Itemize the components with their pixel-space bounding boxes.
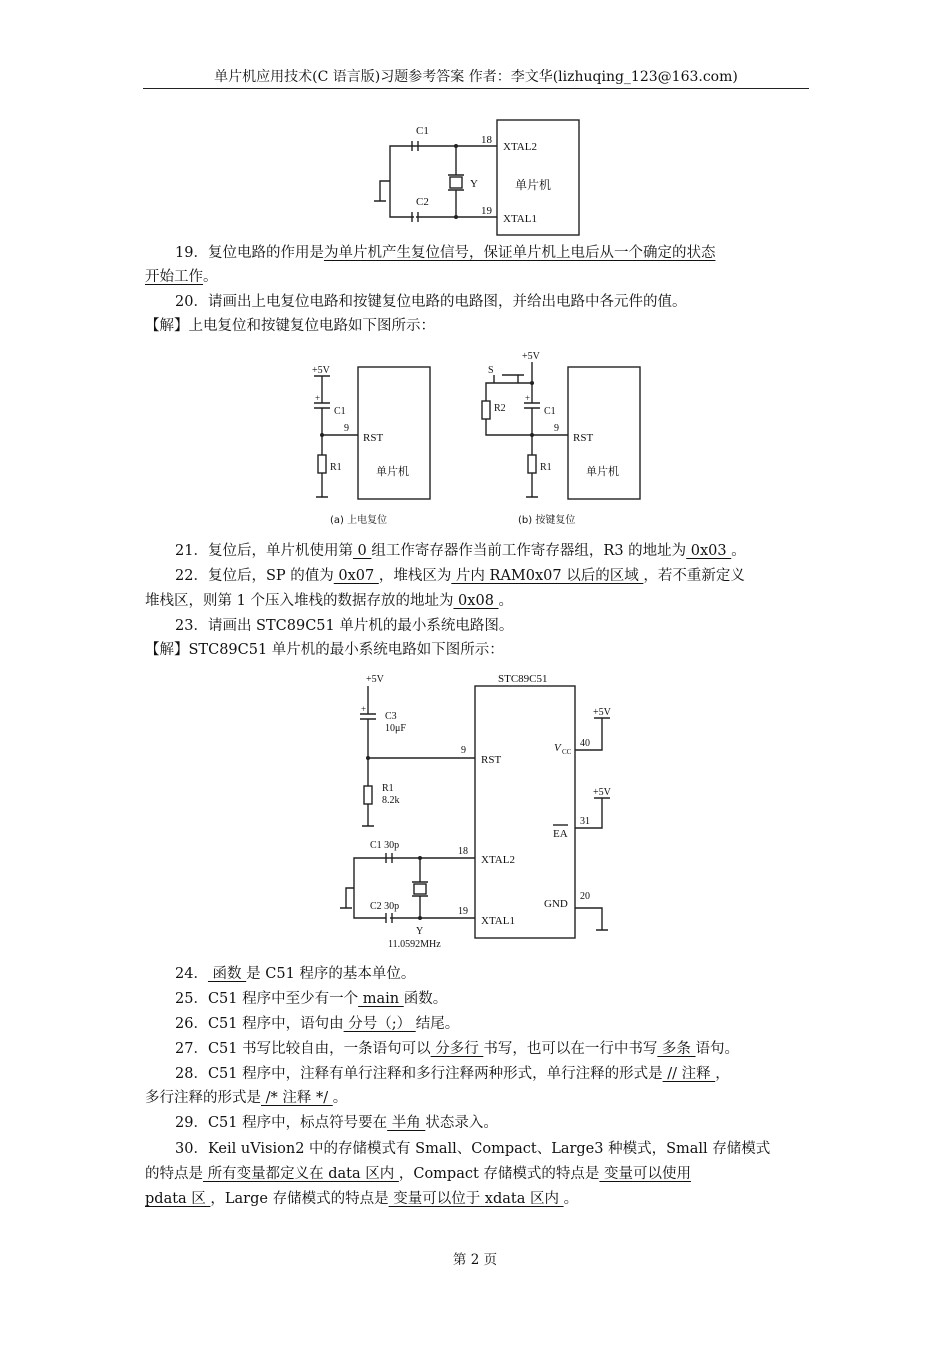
switch-label: S — [488, 365, 494, 376]
answer: /* 注释 */ — [261, 1090, 333, 1106]
answer: 分号（;） — [343, 1016, 416, 1032]
q30-cont2: pdata 区 ，Large 存储模式的特点是 变量可以位于 xdata 区内 。 — [145, 1191, 579, 1207]
r1-label-a: R1 — [330, 462, 342, 473]
caption-b: (b) 按键复位 — [518, 515, 576, 526]
q25: 25．C51 程序中至少有一个 main 函数。 — [175, 991, 448, 1007]
crystal — [450, 177, 462, 188]
q22-cont: 堆栈区，则第 1 个压入堆栈的数据存放的地址为 0x08 。 — [145, 593, 514, 609]
svg-text:+: + — [315, 393, 321, 403]
pin40-label: 40 — [580, 738, 590, 749]
answer: 变量可以使用 — [599, 1166, 692, 1182]
crystal — [414, 884, 426, 894]
c1-label: C1 30p — [370, 840, 400, 851]
ground-icon-left — [340, 888, 354, 908]
pin9-label-a: 9 — [344, 423, 349, 434]
answer: 分多行 — [430, 1041, 484, 1057]
vcc-label-b: +5V — [522, 351, 540, 362]
q20: 20．请画出上电复位电路和按键复位电路的电路图，并给出电路中各元件的值。 — [175, 294, 687, 310]
rst-label: RST — [481, 754, 502, 766]
answer: 半角 — [387, 1115, 426, 1131]
answer: 所有变量都定义在 data 区内 — [203, 1166, 399, 1182]
pin9-label: 9 — [461, 745, 466, 756]
vcc-label-a: +5V — [312, 365, 330, 376]
q26: 26．C51 程序中，语句由 分号（;） 结尾。 — [175, 1016, 460, 1032]
pin9-label-b: 9 — [554, 423, 559, 434]
rst-label-a: RST — [363, 432, 384, 444]
svg-text:+: + — [525, 393, 531, 403]
caption-a: (a) 上电复位 — [330, 515, 388, 526]
r2-b — [482, 401, 490, 419]
crystal-label: Y — [470, 178, 478, 190]
c2-label: C2 — [416, 196, 429, 208]
q22: 22．复位后，SP 的值为 0x07 ，堆栈区为 片内 RAM0x07 以后的区域 ，若不重新定义 — [175, 568, 745, 584]
svg-text:+: + — [361, 704, 367, 714]
xtal1-label: XTAL1 — [503, 213, 537, 225]
ea-label: EA — [553, 828, 568, 840]
answer: main — [358, 991, 404, 1007]
answer: 为单片机产生复位信号，保证单片机上电后从一个确定的状态 — [323, 245, 716, 261]
c1-label-a: C1 — [334, 406, 346, 417]
q24: 24． 函数 是 C51 程序的基本单位。 — [175, 966, 416, 982]
q30-cont: 的特点是 所有变量都定义在 data 区内 ，Compact 存储模式的特点是 变量可以使用 — [145, 1166, 692, 1182]
oscillator-circuit-figure — [360, 115, 590, 240]
answer: 多条 — [657, 1041, 696, 1057]
r1 — [364, 786, 372, 804]
crystal-freq: 11.0592MHz — [388, 939, 441, 950]
answer: 函数 — [207, 966, 247, 982]
xtal2-label: XTAL2 — [481, 854, 515, 866]
xtal1-label: XTAL1 — [481, 915, 515, 927]
c1-label: C1 — [416, 125, 429, 137]
chip-name-label: STC89C51 — [498, 673, 548, 685]
answer: 0 — [352, 543, 372, 559]
q28-cont: 多行注释的形式是 /* 注释 */ 。 — [145, 1090, 348, 1106]
q28: 28．C51 程序中，注释有单行注释和多行注释两种形式，单行注释的形式是 // 注释 ， — [175, 1066, 730, 1082]
q20-solution: 【解】上电复位和按键复位电路如下图所示： — [145, 318, 435, 334]
ground-icon — [374, 181, 390, 201]
q27: 27．C51 书写比较自由，一条语句可以 分多行 书写，也可以在一行中书写 多条 语句。 — [175, 1041, 740, 1057]
c3-value: 10μF — [385, 723, 406, 734]
xtal2-label: XTAL2 — [503, 141, 537, 153]
r1-label: R1 — [382, 783, 394, 794]
answer: 片内 RAM0x07 以后的区域 — [451, 568, 644, 584]
chip-label-b: 单片机 — [586, 465, 619, 478]
gnd-label: GND — [544, 898, 568, 910]
reset-circuits-figure — [300, 345, 645, 535]
q23: 23．请画出 STC89C51 单片机的最小系统电路图。 — [175, 618, 514, 634]
chip-label: 单片机 — [515, 178, 552, 192]
c1-label-b: C1 — [544, 406, 556, 417]
crystal-label: Y — [416, 926, 424, 937]
pin19-label: 19 — [481, 205, 492, 217]
answer: pdata 区 — [145, 1191, 211, 1207]
q19-cont: 开始工作。 — [145, 269, 218, 285]
q29: 29．C51 程序中，标点符号要在 半角 状态录入。 — [175, 1115, 498, 1131]
r1-b — [528, 455, 536, 473]
r1-a — [318, 455, 326, 473]
vcc-pin-sub: CC — [562, 748, 572, 756]
q30: 30．Keil uVision2 中的存储模式有 Small、Compact、Large3 种模式，Small 存储模式 — [175, 1141, 771, 1157]
vcc-label-right-2: +5V — [593, 787, 611, 798]
q21: 21．复位后，单片机使用第 0 组工作寄存器作当前工作寄存器组，R3 的地址为 0x03 。 — [175, 543, 746, 559]
answer: // 注释 — [662, 1066, 716, 1082]
rst-label-b: RST — [573, 432, 594, 444]
pin20-label: 20 — [580, 891, 590, 902]
c2-label: C2 30p — [370, 901, 400, 912]
minimum-system-figure — [330, 668, 620, 958]
chip-label-a: 单片机 — [376, 465, 409, 478]
pin18-label: 18 — [481, 134, 492, 146]
pin19-label: 19 — [458, 906, 468, 917]
vcc-label-left: +5V — [366, 674, 384, 685]
vcc-label-right-1: +5V — [593, 707, 611, 718]
r1-value: 8.2k — [382, 795, 400, 806]
page-header: 单片机应用技术(C 语言版)习题参考答案 作者：李文华(lizhuqing_123@163.com) — [214, 69, 738, 85]
q23-solution: 【解】STC89C51 单片机的最小系统电路如下图所示： — [145, 642, 504, 658]
answer: 变量可以位于 xdata 区内 — [388, 1191, 564, 1207]
r1-label-b: R1 — [540, 462, 552, 473]
q19: 19．复位电路的作用是为单片机产生复位信号，保证单片机上电后从一个确定的状态 — [175, 245, 716, 261]
r2-label: R2 — [494, 403, 506, 414]
pin31-label: 31 — [580, 816, 590, 827]
pin18-label: 18 — [458, 846, 468, 857]
c3-label: C3 — [385, 711, 397, 722]
header-rule — [143, 88, 809, 89]
page-number: 第 2 页 — [452, 1252, 498, 1268]
answer: 0x08 — [453, 593, 499, 609]
answer: 0x07 — [333, 568, 379, 584]
answer: 开始工作 — [145, 269, 203, 285]
answer: 0x03 — [686, 543, 732, 559]
vcc-pin-label: V — [554, 742, 561, 754]
